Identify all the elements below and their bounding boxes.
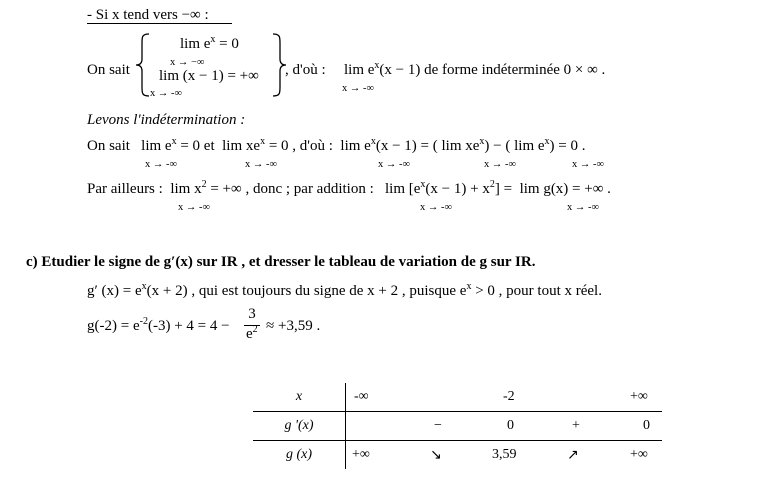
limit-x-minus-1-under: x → -∞ xyxy=(150,88,182,99)
x-plus-inf: +∞ xyxy=(630,389,648,404)
levons-line: Levons l'indétermination : xyxy=(87,112,246,128)
x-minus-2: -2 xyxy=(503,389,515,404)
limit-indeterminate-under: x → -∞ xyxy=(342,83,374,94)
fraction-numerator: 3 xyxy=(248,306,256,322)
x-minus-inf: -∞ xyxy=(354,389,369,404)
g-minus-2-approx: ≈ +3,59 . xyxy=(266,318,321,334)
under-line2-b: x → -∞ xyxy=(245,159,277,170)
section-heading: - Si x tend vers −∞ : xyxy=(87,7,209,23)
gprime-end: 0 xyxy=(643,418,650,433)
question-c: c) Etudier le signe de g′(x) sur IR , et dresser le tableau de variation de g sur IR. xyxy=(26,254,536,270)
under-line2-e: x → -∞ xyxy=(572,159,604,170)
limit-line-3: Par ailleurs : $\lim x^2$ = +∞ , donc ; par addition : $\lim [e^x(x - 1) + x^2] = \lim g(x)$ = +∞ . xyxy=(87,179,611,197)
row-g-label: g (x) xyxy=(253,441,346,470)
under-line2-a: x → -∞ xyxy=(145,159,177,170)
gprime-negative: − xyxy=(434,418,442,433)
g-minus-2-line: $g(-2) = e^{-2}(-3) + 4 = 4$ − xyxy=(87,316,230,334)
derivative-line: g′ $(x) = e^x(x + 2)$ , qui est toujours du signe de x + 2 , puisque $e^x > 0$ , pour tout x réel. xyxy=(87,281,602,299)
g-plus-inf-left: +∞ xyxy=(352,447,370,462)
gprime-positive: + xyxy=(572,418,580,433)
arrow-down-right-icon: ↘ xyxy=(430,447,442,463)
table-row-x xyxy=(253,383,662,412)
heading-underline xyxy=(87,10,232,24)
row-x-label: x xyxy=(253,383,346,412)
under-line2-d: x → -∞ xyxy=(484,159,516,170)
under-line3-b: x → -∞ xyxy=(420,202,452,213)
table-row-gprime xyxy=(253,412,662,441)
under-line3-c: x → -∞ xyxy=(567,202,599,213)
limit-ex-minus-inf-under: x → −∞ xyxy=(170,57,205,68)
gprime-zero: 0 xyxy=(507,418,514,433)
g-plus-inf-right: +∞ xyxy=(630,447,648,462)
variation-table xyxy=(253,383,662,469)
dou-label: , d'où : xyxy=(285,62,326,78)
fraction-denominator: $e^2$ xyxy=(246,324,258,342)
limit-indeterminate: $\lim e^x(x - 1)$ de forme indéterminée 0 × ∞ . xyxy=(344,60,606,78)
g-min-value: 3,59 xyxy=(492,447,517,462)
row-gprime-values xyxy=(346,412,663,441)
row-g-values xyxy=(346,441,663,470)
under-line2-c: x → -∞ xyxy=(378,159,410,170)
limit-line-2: On sait $\lim e^x = 0$ et $\lim xe^x = 0$ , d'où : $\lim e^x(x - 1)$ = ( $\lim xe^x$) − ( $\lim e^x) = 0$ . xyxy=(87,136,586,154)
row-x-values xyxy=(346,383,663,412)
row-gprime-label: g '(x) xyxy=(253,412,346,441)
under-line3-a: x → -∞ xyxy=(178,202,210,213)
on-sait-label: On sait xyxy=(87,62,130,78)
table-row-g xyxy=(253,441,662,470)
arrow-up-right-icon: ↗ xyxy=(567,447,579,463)
limit-ex-minus-inf: $\lim e^x = 0$ xyxy=(180,34,239,52)
limit-x-minus-1: lim (x − 1) = +∞ xyxy=(159,68,259,84)
left-brace xyxy=(135,33,151,97)
